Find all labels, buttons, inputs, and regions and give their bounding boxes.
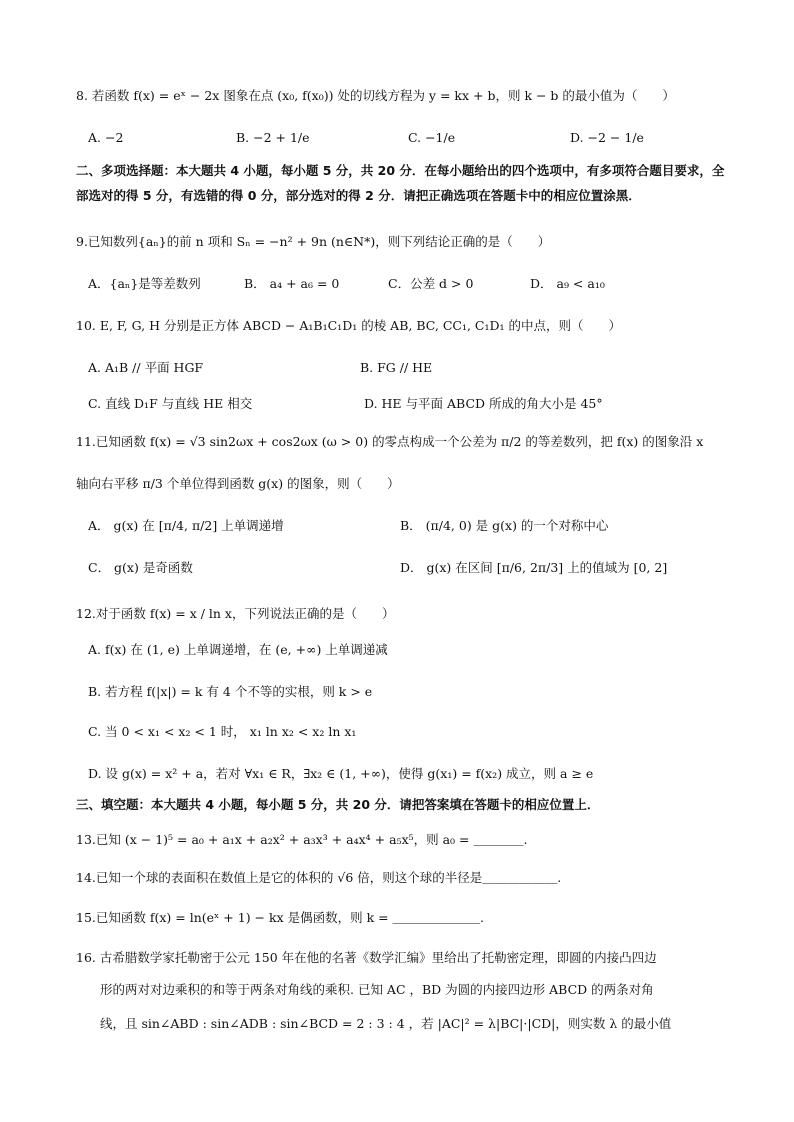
- q9-option-d: D． a₉ < a₁₀: [530, 276, 605, 291]
- section-fill-in-heading: 三、填空题：本大题共 4 小题，每小题 5 分，共 20 分．请把答案填在答题卡的相应位置上．: [76, 797, 600, 812]
- q14: 14.已知一个球的表面积在数值上是它的体积的 √6 倍，则这个球的半径是＿＿＿＿＿＿.: [76, 870, 562, 885]
- q12-option-c: C. 当 0 < x₁ < x₂ < 1 时， x₁ ln x₂ < x₂ ln x₁: [88, 724, 357, 739]
- q8-option-c: C. −1/e: [408, 130, 456, 145]
- q15: 15.已知函数 f(x) = ln(eˣ + 1) − kx 是偶函数，则 k = ＿＿＿＿＿＿＿.: [76, 910, 485, 925]
- section-multiple-choice-heading: 二、多项选择题：本大题共 4 小题，每小题 5 分，共 20 分．在每小题给出的四个选项中，有多项符合题目要求，全部选对的得 5 分，有选错的得 0 分，部分选对的得 2 分．请把正确选项在答题卡中的相应位置涂黑．: [76, 163, 725, 203]
- q11-option-a: A． g(x) 在 [π/4, π/2] 上单调递增: [88, 518, 284, 533]
- q11-stem-line2: 轴向右平移 π/3 个单位得到函数 g(x) 的图象，则（ ）: [76, 476, 400, 491]
- q16-line3: 线，且 sin∠ABD : sin∠ADB : sin∠BCD = 2 : 3 : 4 ，若 |AC|² = λ|BC|·|CD|，则实数 λ 的最小值: [100, 1016, 672, 1031]
- q11-option-b: B． (π/4, 0) 是 g(x) 的一个对称中心: [400, 518, 609, 533]
- q9-option-b: B． a₄ + a₆ = 0: [244, 276, 340, 291]
- q12-option-d: D. 设 g(x) = x² + a，若对 ∀x₁ ∈ R，∃x₂ ∈ (1, +∞)，使得 g(x₁) = f(x₂) 成立，则 a ≥ e: [88, 766, 594, 781]
- q12-option-a: A. f(x) 在 (1, e) 上单调递增，在 (e, +∞) 上单调递减: [88, 642, 388, 657]
- q16-line1: 16. 古希腊数学家托勒密于公元 150 年在他的名著《数学汇编》里给出了托勒密定理，即圆的内接凸四边: [76, 950, 657, 965]
- q12-option-b: B. 若方程 f(|x|) = k 有 4 个不等的实根，则 k > e: [88, 684, 373, 699]
- q8-option-b: B. −2 + 1/e: [236, 130, 310, 145]
- q10-option-c: C. 直线 D₁F 与直线 HE 相交: [88, 396, 253, 411]
- q8-option-a: A. −2: [88, 130, 124, 145]
- q10-option-b: B. FG // HE: [360, 360, 433, 375]
- q9-stem: 9.已知数列{aₙ}的前 n 项和 Sₙ = −n² + 9n (n∈N*)，则下列结论正确的是（ ）: [76, 234, 551, 249]
- q9-option-a: A．{aₙ}是等差数列: [88, 276, 201, 291]
- q11-option-d: D． g(x) 在区间 [π/6, 2π/3] 上的值域为 [0, 2]: [400, 560, 668, 575]
- q8-option-d: D. −2 − 1/e: [570, 130, 644, 145]
- q13: 13.已知 (x − 1)⁵ = a₀ + a₁x + a₂x² + a₃x³ + a₄x⁴ + a₅x⁵，则 a₀ = ＿＿＿＿.: [76, 832, 528, 847]
- q10-option-a: A. A₁B // 平面 HGF: [88, 360, 204, 375]
- q11-option-c: C． g(x) 是奇函数: [88, 560, 193, 575]
- q10-option-d: D. HE 与平面 ABCD 所成的角大小是 45°: [364, 396, 603, 411]
- q8-stem: 8. 若函数 f(x) = eˣ − 2x 图象在点 (x₀, f(x₀)) 处的切线方程为 y = kx + b，则 k − b 的最小值为（ ）: [76, 88, 675, 103]
- q9-option-c: C．公差 d > 0: [388, 276, 474, 291]
- q11-stem-line1: 11.已知函数 f(x) = √3 sin2ωx + cos2ωx (ω > 0) 的零点构成一个公差为 π/2 的等差数列，把 f(x) 的图象沿 x: [76, 434, 704, 449]
- q10-stem: 10. E, F, G, H 分别是正方体 ABCD − A₁B₁C₁D₁ 的棱 AB, BC, CC₁, C₁D₁ 的中点，则（ ）: [76, 318, 621, 333]
- q12-stem: 12.对于函数 f(x) = x / ln x，下列说法正确的是（ ）: [76, 606, 395, 621]
- q16-line2: 形的两对对边乘积的和等于两条对角线的乘积. 已知 AC ，BD 为圆的内接四边形 ABCD 的两条对角: [100, 982, 654, 997]
